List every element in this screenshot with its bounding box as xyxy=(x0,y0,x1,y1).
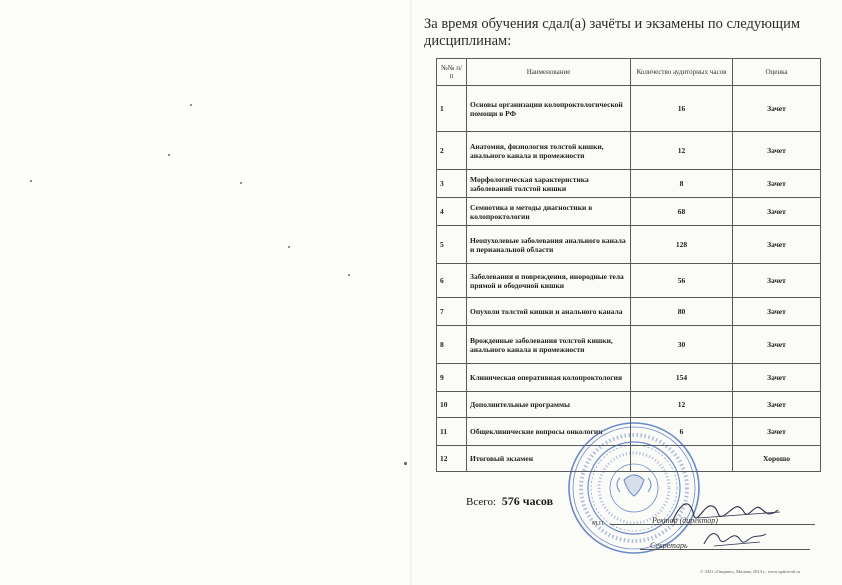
row-grade: Зачет xyxy=(733,132,821,170)
row-hours: 30 xyxy=(631,326,733,364)
printer-footer: © ЗАО «Опцион», Москва, 2014 г., www.option-sb.ru xyxy=(700,569,801,574)
header-num: №№ п/п xyxy=(437,59,467,86)
row-num: 7 xyxy=(437,298,467,326)
row-num: 2 xyxy=(437,132,467,170)
row-num: 1 xyxy=(437,86,467,132)
row-grade: Зачет xyxy=(733,418,821,446)
table-row xyxy=(437,226,821,264)
row-name: Основы организации колопроктологической помощи в РФ xyxy=(467,86,631,132)
secretary-signature-icon xyxy=(700,526,770,550)
row-hours: 8 xyxy=(631,170,733,198)
row-num: 11 xyxy=(437,418,467,446)
page-heading: За время обучения сдал(а) зачёты и экзамены по следующим дисциплинам: xyxy=(424,16,801,49)
row-grade: Зачет xyxy=(733,170,821,198)
table-row xyxy=(437,264,821,298)
paper-speck xyxy=(348,274,350,276)
row-num: 3 xyxy=(437,170,467,198)
paper-speck xyxy=(404,462,407,465)
paper-speck xyxy=(190,104,192,106)
official-seal-icon xyxy=(566,420,702,556)
row-hours: 154 xyxy=(631,364,733,392)
row-num: 8 xyxy=(437,326,467,364)
row-grade: Зачет xyxy=(733,326,821,364)
table-row xyxy=(437,170,821,198)
row-hours: 6 xyxy=(631,418,733,446)
row-num: 5 xyxy=(437,226,467,264)
total-hours xyxy=(466,494,553,509)
row-name: Дополнительные программы xyxy=(467,392,631,418)
row-grade: Зачет xyxy=(733,86,821,132)
table-header-row xyxy=(437,59,821,86)
table-row xyxy=(437,86,821,132)
row-hours: 128 xyxy=(631,226,733,264)
row-grade: Хорошо xyxy=(733,446,821,472)
row-hours: 12 xyxy=(631,132,733,170)
row-name: Морфологическая характеристика заболеваний толстой кишки xyxy=(467,170,631,198)
rector-role-label: Ректор (директор) xyxy=(652,516,718,525)
row-grade: Зачет xyxy=(733,264,821,298)
paper-speck xyxy=(288,246,290,248)
paper-speck xyxy=(168,154,170,156)
table-row xyxy=(437,298,821,326)
row-name: Клиническая оперативная колопроктология xyxy=(467,364,631,392)
grades-table xyxy=(436,58,821,472)
row-num: 9 xyxy=(437,364,467,392)
secretary-role-label: Секретарь xyxy=(650,541,688,550)
row-name: Опухоли толстой кишки и анального канала xyxy=(467,298,631,326)
mp-label: М.П. xyxy=(592,521,605,527)
table-row xyxy=(437,326,821,364)
row-hours: 12 xyxy=(631,392,733,418)
left-page xyxy=(0,0,410,585)
total-label: Всего: xyxy=(466,496,497,508)
header-hours: Количество аудиторных часов xyxy=(631,59,733,86)
table-row xyxy=(437,198,821,226)
row-grade: Зачет xyxy=(733,298,821,326)
row-name: Заболевания и повреждения, инородные тела прямой и ободочной кишки xyxy=(467,264,631,298)
row-num: 4 xyxy=(437,198,467,226)
row-name: Неопухолевые заболевания анального канала и перианальной области xyxy=(467,226,631,264)
table-row xyxy=(437,392,821,418)
row-name: Семиотика и методы диагностики в колопроктологии xyxy=(467,198,631,226)
row-name: Анатомия, физиология толстой кишки, анального канала и промежности xyxy=(467,132,631,170)
row-num: 6 xyxy=(437,264,467,298)
table-row xyxy=(437,132,821,170)
row-name: Врожденные заболевания толстой кишки, анального канала и промежности xyxy=(467,326,631,364)
paper-speck xyxy=(30,180,32,182)
row-grade: Зачет xyxy=(733,364,821,392)
row-hours: 16 xyxy=(631,86,733,132)
header-grade: Оценка xyxy=(733,59,821,86)
paper-speck xyxy=(240,182,242,184)
row-grade: Зачет xyxy=(733,198,821,226)
row-hours: 80 xyxy=(631,298,733,326)
row-hours: 68 xyxy=(631,198,733,226)
row-name: Итоговый экзамен xyxy=(467,446,631,472)
row-grade: Зачет xyxy=(733,392,821,418)
row-grade: Зачет xyxy=(733,226,821,264)
header-name: Наименование xyxy=(467,59,631,86)
total-value: 576 часов xyxy=(501,494,554,508)
row-num: 10 xyxy=(437,392,467,418)
table-row xyxy=(437,364,821,392)
row-name: Общеклинические вопросы онкологии xyxy=(467,418,631,446)
row-num: 12 xyxy=(437,446,467,472)
row-hours: 56 xyxy=(631,264,733,298)
